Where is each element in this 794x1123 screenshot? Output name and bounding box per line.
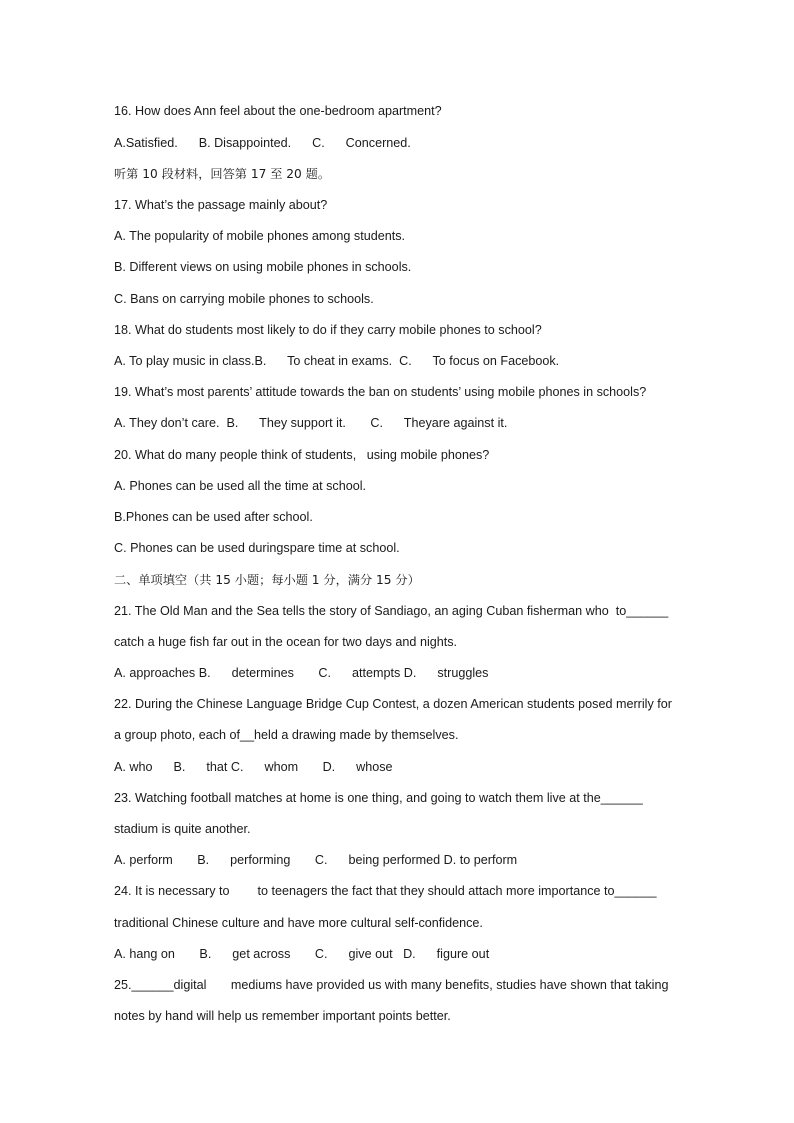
question-17-option-c: C. Bans on carrying mobile phones to schools.	[114, 292, 374, 306]
question-16-options: A.Satisfied. B. Disappointed. C. Concerned.	[114, 136, 411, 150]
question-21-continued: catch a huge fish far out in the ocean for two days and nights.	[114, 635, 458, 649]
question-22-continued: a group photo, each of__held a drawing made by themselves.	[114, 728, 459, 742]
question-24: 24. It is necessary to to teenagers the fact that they should attach more importance to______	[114, 884, 657, 898]
question-23: 23. Watching football matches at home is one thing, and going to watch them live at the______	[114, 791, 643, 805]
section-instruction: 听第 10 段材料，回答第 17 至 20 题。	[114, 167, 331, 181]
section-heading: 二、单项填空（共 15 小题；每小题 1 分，满分 15 分）	[114, 573, 420, 587]
question-20-option-b: B.Phones can be used after school.	[114, 510, 313, 524]
question-17: 17. What’s the passage mainly about?	[114, 198, 328, 212]
question-19: 19. What’s most parents’ attitude towards the ban on students’ using mobile phones in schools?	[114, 385, 647, 399]
question-21: 21. The Old Man and the Sea tells the story of Sandiago, an aging Cuban fisherman who to______	[114, 604, 669, 618]
question-25: 25.______digital mediums have provided us with many benefits, studies have shown that taking	[114, 978, 669, 992]
question-20-option-c: C. Phones can be used duringspare time at school.	[114, 541, 400, 555]
question-21-options: A. approaches B. determines C. attempts D. struggles	[114, 666, 489, 680]
question-22: 22. During the Chinese Language Bridge Cup Contest, a dozen American students posed merrily for	[114, 697, 672, 711]
question-20: 20. What do many people think of students, using mobile phones?	[114, 448, 490, 462]
question-24-options: A. hang on B. get across C. give out D. figure out	[114, 947, 490, 961]
question-23-options: A. perform B. performing C. being performed D. to perform	[114, 853, 518, 867]
question-17-option-a: A. The popularity of mobile phones among students.	[114, 229, 406, 243]
question-16: 16. How does Ann feel about the one-bedroom apartment?	[114, 104, 442, 118]
question-19-options: A. They don’t care. B. They support it. C. Theyare against it.	[114, 416, 508, 430]
question-18-options: A. To play music in class.B. To cheat in exams. C. To focus on Facebook.	[114, 354, 560, 368]
question-24-continued: traditional Chinese culture and have more cultural self-confidence.	[114, 916, 483, 930]
question-23-continued: stadium is quite another.	[114, 822, 251, 836]
question-20-option-a: A. Phones can be used all the time at school.	[114, 479, 367, 493]
question-17-option-b: B. Different views on using mobile phones in schools.	[114, 260, 412, 274]
question-18: 18. What do students most likely to do if they carry mobile phones to school?	[114, 323, 542, 337]
question-22-options: A. who B. that C. whom D. whose	[114, 760, 393, 774]
question-25-continued: notes by hand will help us remember important points better.	[114, 1009, 451, 1023]
